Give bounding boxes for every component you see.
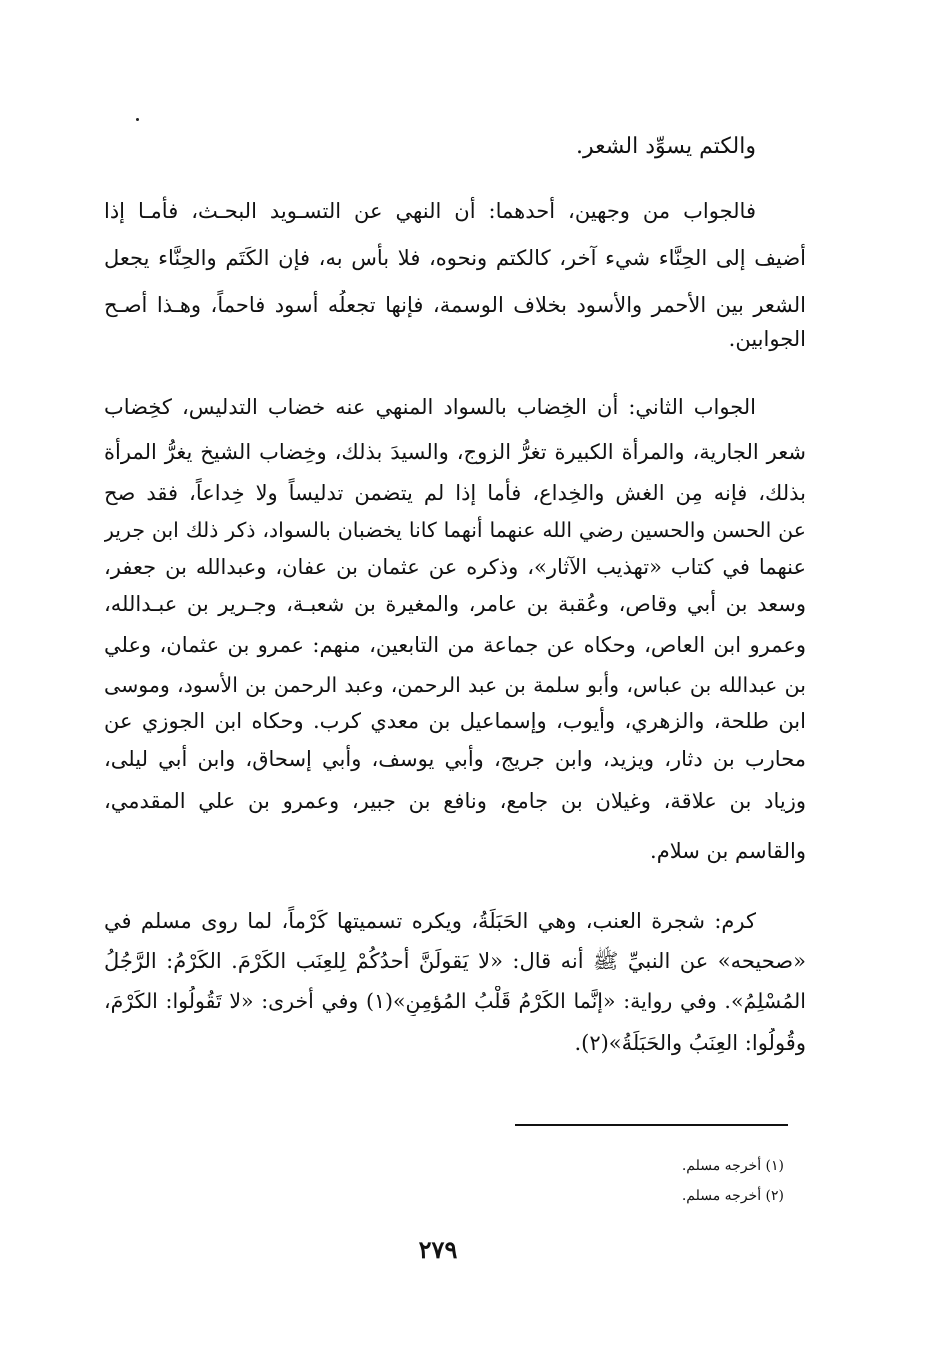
paragraph-line: بذلك، فإنه مِن الغش والخِداع، فأما إذا لم يتضمن تدليساً ولا خِداعاً، فقد صح bbox=[104, 481, 806, 505]
paragraph-line: كرم: شجرة العنب، وهي الحَبَلَةُ، ويكره تسميتها كَرْماً، لما روى مسلم في bbox=[104, 909, 756, 933]
scan-speck bbox=[136, 118, 139, 121]
paragraph-line: وعمرو ابن العاص، وحكاه عن جماعة من التابعين، منهم: عمرو بن عثمان، وعلي bbox=[104, 633, 806, 657]
paragraph-line: والقاسم بن سلام. bbox=[650, 839, 806, 863]
paragraph-line: وزياد بن علاقة، وغيلان بن جامع، ونافع بن جبير، وعمرو بن علي المقدمي، bbox=[104, 789, 806, 813]
paragraph-line: وقُولُوا: العِنَبُ والحَبَلَةُ»(٢). bbox=[574, 1031, 806, 1055]
footnote-2: (٢) أخرجه مسلم. bbox=[681, 1188, 784, 1204]
paragraph-line: أضيف إلى الحِنَّاء شيء آخر، كالكتم ونحوه، فلا بأس به، فإن الكَتَم والحِنَّاء يجعل bbox=[104, 246, 806, 270]
intro-line: والكتم يسوِّد الشعر. bbox=[576, 134, 756, 159]
paragraph-line: وسعد بن أبي وقاص، وعُقبة بن عامر، والمغيرة بن شعبـة، وجـرير بن عبـدالله، bbox=[104, 592, 806, 616]
page-number: ٢٧٩ bbox=[418, 1235, 458, 1264]
paragraph-line: المُسْلِمُ». وفي رواية: «إنَّما الكَرْمُ قَلْبُ المُؤمِنِ»(١) وفي أخرى: «لا تَقُولُوا: الكَرْمَ، bbox=[104, 989, 806, 1013]
paragraph-line: الجواب الثاني: أن الخِضاب بالسواد المنهي عنه خضاب التدليس، كخِضاب bbox=[104, 395, 756, 419]
paragraph-line: بن عبدالله بن عباس، وأبو سلمة بن عبد الرحمن، وعبد الرحمن بن الأسود، وموسى bbox=[104, 673, 806, 697]
paragraph-line: عن الحسن والحسين رضي الله عنهما أنهما كانا يخضبان بالسواد، ذكر ذلك ابن جرير bbox=[104, 518, 806, 542]
paragraph-line: محارب بن دثار، ويزيد، وابن جريج، وأبي يوسف، وأبي إسحاق، وابن أبي ليلى، bbox=[104, 747, 806, 771]
footnote-separator bbox=[515, 1124, 788, 1126]
paragraph-line: الجوابين. bbox=[728, 327, 806, 351]
paragraph-line: ابن طلحة، والزهري، وأيوب، وإسماعيل بن معدي كرب. وحكاه ابن الجوزي عن bbox=[104, 709, 806, 733]
paragraph-line: الشعر بين الأحمر والأسود بخلاف الوسمة، فإنها تجعلُه أسود فاحماً، وهـذا أصـح bbox=[104, 293, 806, 317]
paragraph-line: «صحيحه» عن النبيِّ ﷺ أنه قال: «لا يَقولَنَّ أحدُكُمْ لِلعِنَب الكَرْمَ. الكَرْمُ: الرَّجُلُ bbox=[104, 949, 806, 973]
paragraph-line: عنهما في كتاب «تهذيب الآثار»، وذكره عن عثمان بن عفان، وعبدالله بن جعفر، bbox=[104, 555, 806, 579]
footnote-1: (١) أخرجه مسلم. bbox=[681, 1158, 784, 1174]
paragraph-line: شعر الجارية، والمرأة الكبيرة تغرُّ الزوج، والسيدَ بذلك، وخِضاب الشيخ يغرُّ المرأة bbox=[104, 440, 806, 464]
paragraph-line: فالجواب من وجهين، أحدهما: أن النهي عن التسـويد البحـث، فأمـا إذا bbox=[104, 199, 756, 223]
